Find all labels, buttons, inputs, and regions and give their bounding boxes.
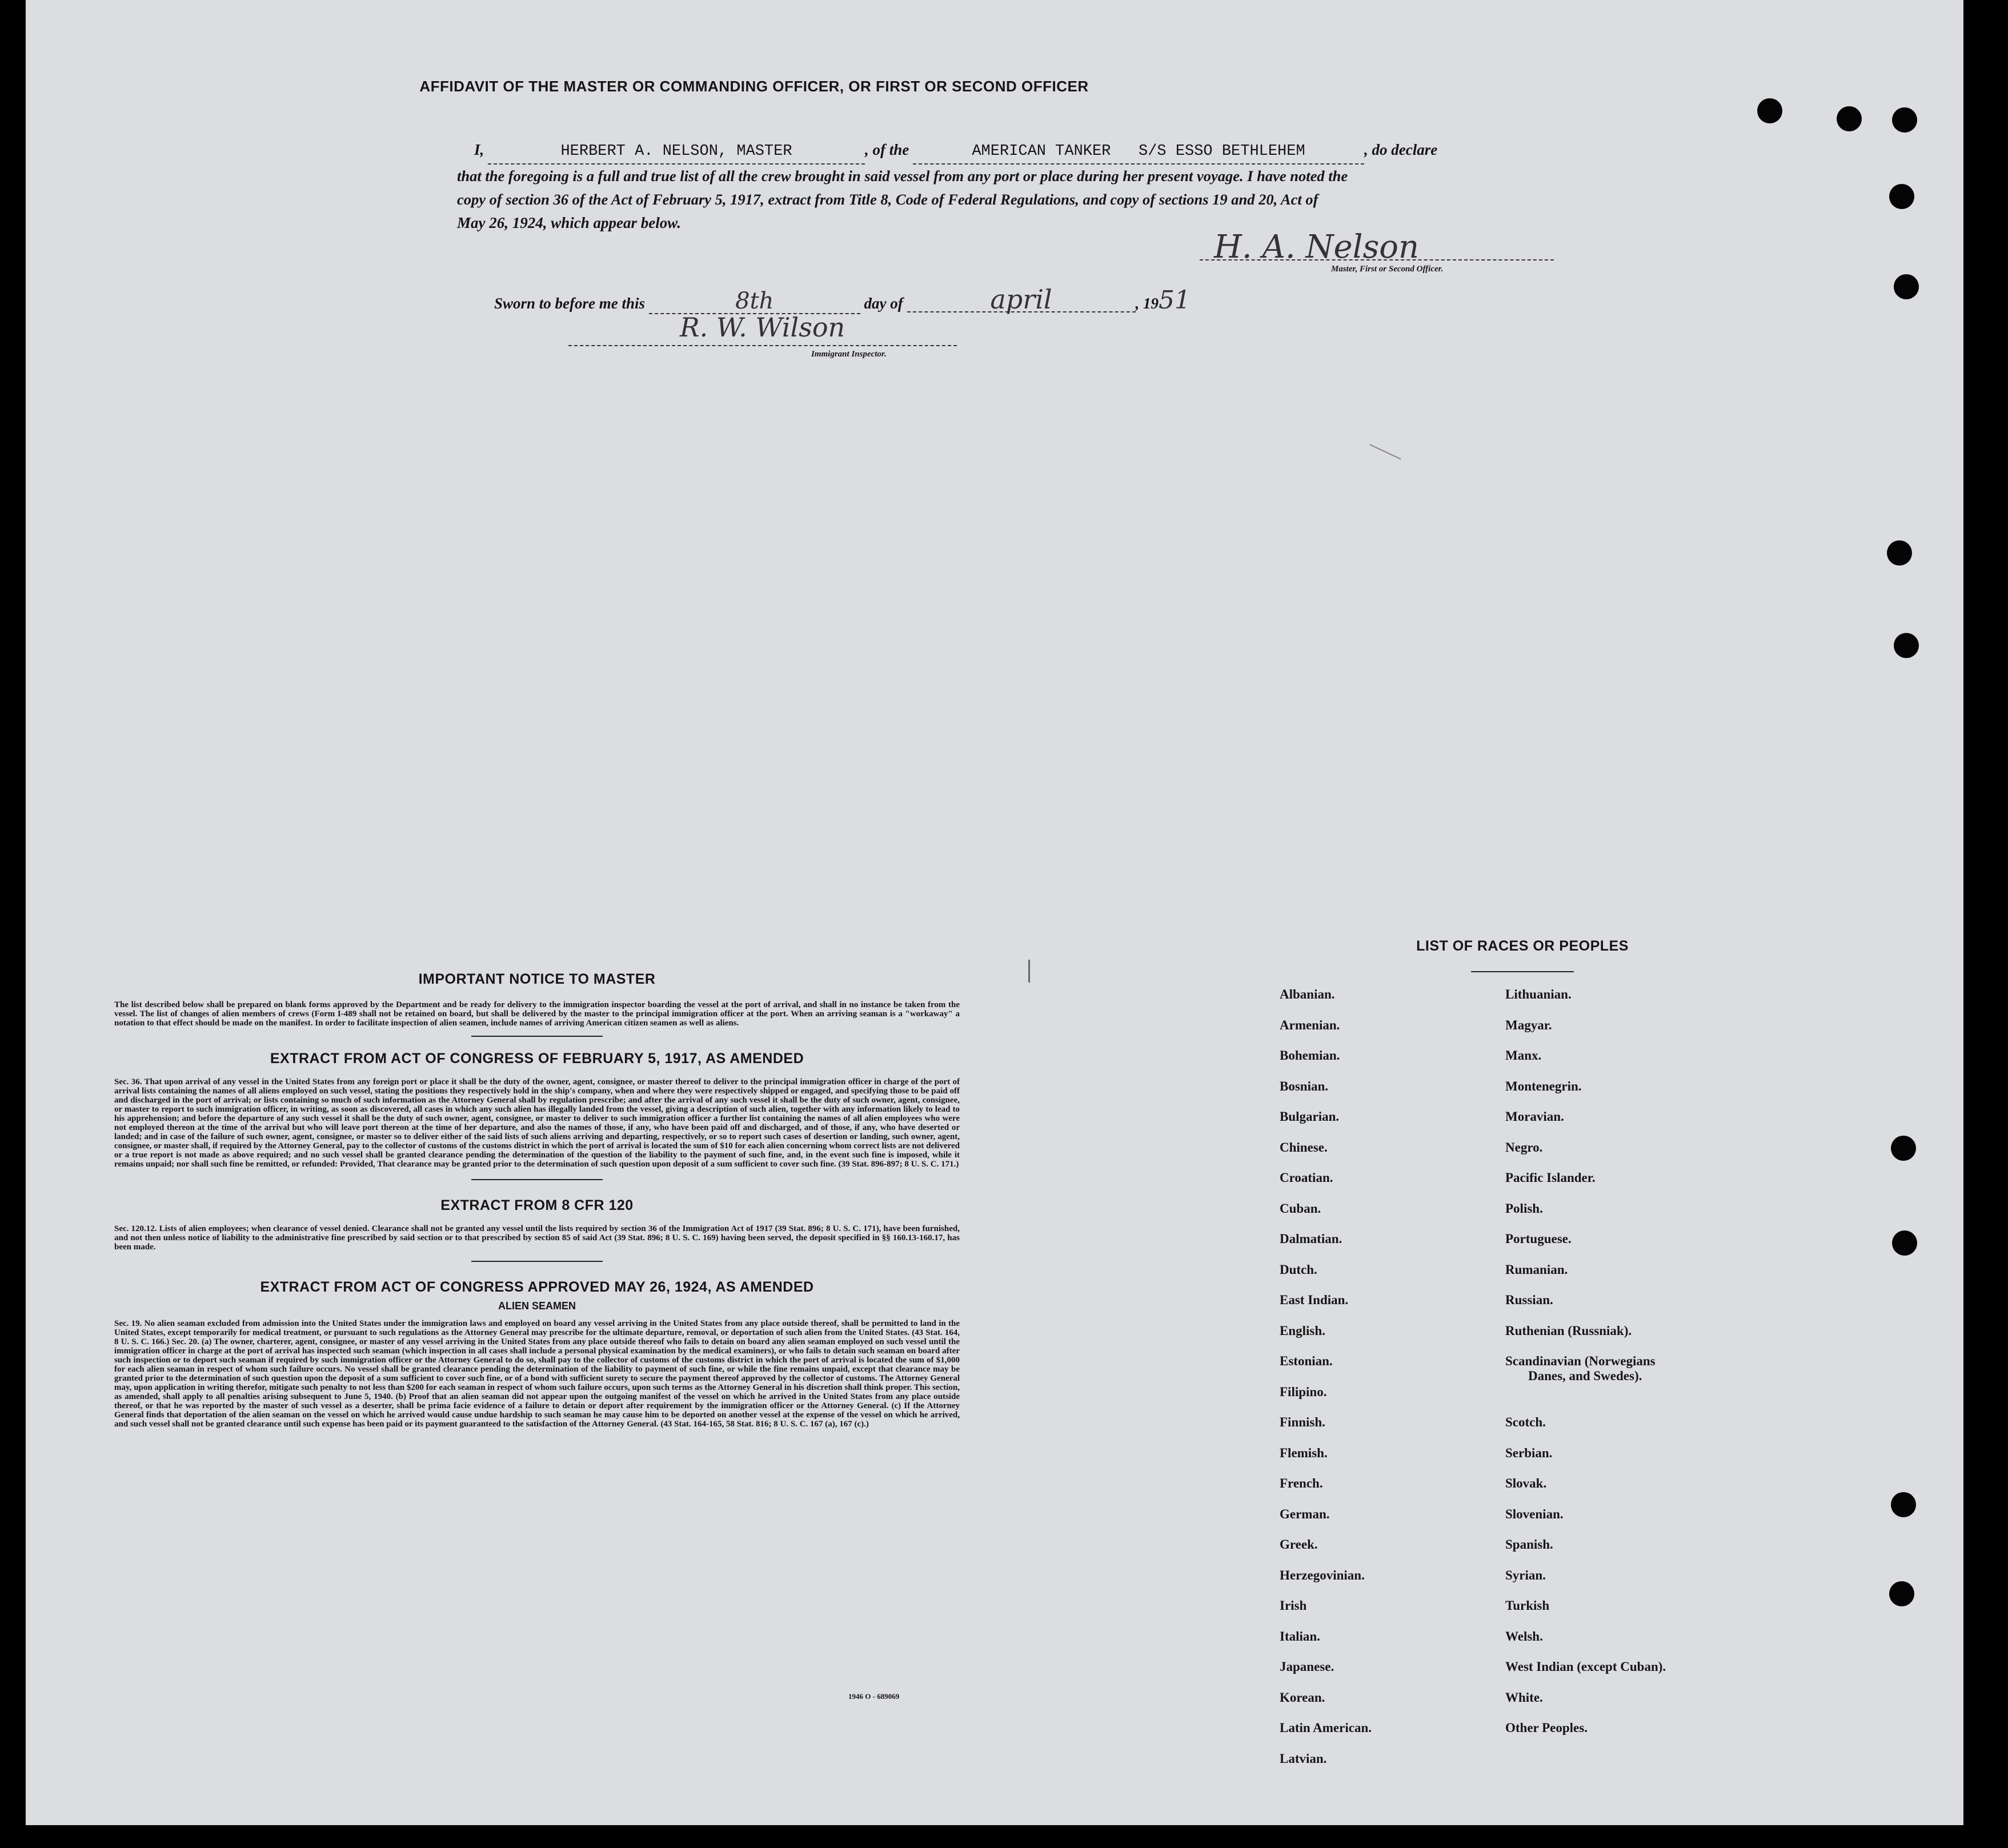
- extract-1917-title: EXTRACT FROM ACT OF CONGRESS OF FEBRUARY 5, 1917, AS AMENDED: [270, 1051, 804, 1067]
- vessel-name-field: AMERICAN TANKER S/S ESSO BETHLEHEM: [913, 140, 1364, 165]
- divider: [471, 1261, 603, 1262]
- race-item: Other Peoples.: [1505, 1721, 1588, 1735]
- extract-1924-subtitle: ALIEN SEAMEN: [498, 1300, 576, 1312]
- race-item: Bulgarian.: [1280, 1109, 1340, 1124]
- race-item: Italian.: [1280, 1629, 1320, 1643]
- race-item: Russian.: [1505, 1293, 1553, 1307]
- race-item: Chinese.: [1280, 1140, 1328, 1155]
- officer-signature: H. A. Nelson: [1214, 229, 1420, 266]
- divider: [471, 1036, 603, 1037]
- punch-hole: [1889, 1581, 1914, 1606]
- declaration-line-2: that the foregoing is a full and true list of all the crew brought in said vessel from any port or place during her present voyage. I have noted the: [457, 167, 1348, 185]
- race-item: French.: [1280, 1476, 1323, 1490]
- race-item: German.: [1280, 1507, 1330, 1521]
- race-item: Negro.: [1505, 1140, 1543, 1155]
- sworn-month-field: april: [907, 288, 1136, 312]
- race-item: Slovenian.: [1505, 1507, 1564, 1521]
- race-item: Latin American.: [1280, 1721, 1372, 1735]
- race-item: Ruthenian (Russniak).: [1505, 1324, 1632, 1338]
- punch-hole: [1892, 107, 1917, 133]
- race-item: Croatian.: [1280, 1170, 1333, 1185]
- race-item: Flemish.: [1280, 1446, 1328, 1460]
- race-item: Herzegovinian.: [1280, 1568, 1365, 1582]
- affidavit-declaration: [457, 138, 1565, 235]
- notice-title: IMPORTANT NOTICE TO MASTER: [418, 971, 656, 987]
- punch-hole: [1757, 98, 1782, 123]
- extract-1924-title: EXTRACT FROM ACT OF CONGRESS APPROVED MAY 26, 1924, AS AMENDED: [260, 1279, 814, 1295]
- race-item: Slovak.: [1505, 1476, 1547, 1490]
- races-title: LIST OF RACES OR PEOPLES: [1416, 938, 1629, 954]
- pronoun: I,: [474, 141, 484, 158]
- inspector-signature: R. W. Wilson: [680, 312, 845, 343]
- scan-mark: [1028, 960, 1030, 983]
- race-item: Polish.: [1505, 1201, 1543, 1216]
- race-item: Rumanian.: [1505, 1262, 1568, 1277]
- race-item: Montenegrin.: [1505, 1079, 1582, 1093]
- cfr-text: Sec. 120.12. Lists of alien employees; when clearance of vessel denied. Clearance shall not be granted any vessel until the lists required by section 36 of the Immigration Act of 1917 (39 Stat. 896; 8 U. S. C. 171), have been furnished, and not then unless notice of liability to the administrative fine prescribed by said section or to that prescribed by section 85 of said Act (39 Stat. 896; 8 U. S. C. 169) having been served, the deposit specified in §§ 160.13-160.17, has been made.: [114, 1224, 960, 1252]
- do-declare-label: , do declare: [1364, 141, 1438, 158]
- race-item: Greek.: [1280, 1537, 1318, 1552]
- sworn-prefix: Sworn to before me this: [494, 295, 646, 312]
- race-item: White.: [1505, 1690, 1543, 1705]
- race-item: Moravian.: [1505, 1109, 1564, 1124]
- race-item: Dalmatian.: [1280, 1232, 1342, 1246]
- race-item: Danes, and Swedes).: [1528, 1369, 1642, 1383]
- extract-1924-text: Sec. 19. No alien seaman excluded from admission into the United States under the immigration laws and employed on board any vessel arriving in the United States from any place outside thereof, shall be permitted to land in the United States, except temporarily for medical treatment, or pursuant to such regulations as the Attorney General may prescribe for the ultimate departure, removal, or deportation of such alien from the United States. (43 Stat. 164, 8 U. S. C. 166.) Sec. 20. (a) The owner, charterer, agent, consignee, or master of any vessel arriving in the United States from any place outside thereof who fails to detain on board any alien seaman employed on such vessel until the immigration officer in charge at the port of arrival has inspected such seaman (which inspection in all cases shall include a personal physical examination by the medical examiners), or who fails to detain such seaman on board after such inspection or to deport such seaman if required by such immigration officer or the Attorney General to do so, shall pay to the collector of customs of the customs district in which the port of arrival is located the sum of $1,000 for each alien seaman in respect of whom such failure occurs. No vessel shall be granted clearance pending the determination of the liability to payment of such fine, or while the fine remains unpaid, except that clearance may be granted prior to the determination of such question upon the deposit of a sum sufficient to cover such fine, or of a bond with sufficient surety to secure the payment thereof approved by the collector of customs. The Attorney General may, upon application in writing therefor, mitigate such penalty to not less than $200 for each seaman in respect of whom such failure occurs, upon such terms as the Attorney General in his discretion shall think proper. This section, as amended, shall apply to all penalties arising subsequent to June 5, 1940. (b) Proof that an alien seaman did not appear upon the outgoing manifest of the vessel on which he arrived in the United States from any place outside thereof, or that he was reported by the master of such vessel as a deserter, shall be prima facie evidence of a failure to detain or deport after requirement by the immigration officer or the Attorney General. (c) If the Attorney General finds that deportation of the alien seaman on the vessel on which he arrived would cause undue hardship to such seaman he may cause him to be deported on another vessel at the expense of the vessel on which he arrived, and such vessel shall not be granted clearance until such expense has been paid or its payment guaranteed to the satisfaction of the Attorney General. (43 Stat. 164-165, 58 Stat. 816; 8 U. S. C. 167 (a), 167 (c).): [114, 1319, 960, 1429]
- officer-title-label: Master, First or Second Officer.: [1331, 264, 1444, 274]
- declarant-name-field: HERBERT A. NELSON, MASTER: [488, 140, 865, 165]
- scan-mark: [1369, 444, 1401, 459]
- race-item: Portuguese.: [1505, 1232, 1572, 1246]
- race-item: Korean.: [1280, 1690, 1325, 1705]
- race-item: English.: [1280, 1324, 1325, 1338]
- race-item: Irish: [1280, 1598, 1307, 1613]
- punch-hole: [1837, 106, 1862, 131]
- of-the-label: , of the: [865, 141, 909, 158]
- race-item: Filipino.: [1280, 1385, 1327, 1399]
- race-item: Japanese.: [1280, 1659, 1334, 1674]
- day-of-label: day of: [864, 295, 903, 312]
- punch-hole: [1891, 1492, 1916, 1517]
- punch-hole: [1887, 540, 1912, 566]
- declaration-line-1: [457, 138, 1565, 165]
- officer-signature-line: [1200, 258, 1554, 260]
- sworn-line: [494, 284, 1191, 315]
- race-item: Armenian.: [1280, 1018, 1340, 1032]
- race-item: Welsh.: [1505, 1629, 1543, 1643]
- declaration-line-4: May 26, 1924, which appear below.: [457, 214, 682, 231]
- document-page: [26, 0, 1963, 1825]
- race-item: Magyar.: [1505, 1018, 1552, 1032]
- race-item: West Indian (except Cuban).: [1505, 1659, 1666, 1674]
- cfr-title: EXTRACT FROM 8 CFR 120: [440, 1197, 634, 1213]
- race-item: Estonian.: [1280, 1354, 1333, 1368]
- punch-hole: [1894, 274, 1919, 299]
- notice-column: [114, 971, 960, 1429]
- race-item: Manx.: [1505, 1048, 1542, 1063]
- race-item: Bosnian.: [1280, 1079, 1329, 1093]
- punch-hole: [1891, 1136, 1916, 1161]
- race-item: Cuban.: [1280, 1201, 1321, 1216]
- punch-hole: [1892, 1230, 1917, 1256]
- races-title-rule: [1471, 971, 1574, 972]
- inspector-title-label: Immigrant Inspector.: [811, 350, 887, 359]
- affidavit-title: AFFIDAVIT OF THE MASTER OR COMMANDING OFFICER, OR FIRST OR SECOND OFFICER: [419, 78, 1089, 95]
- race-item: Pacific Islander.: [1505, 1170, 1596, 1185]
- punch-hole: [1889, 184, 1914, 209]
- race-item: Bohemian.: [1280, 1048, 1340, 1063]
- race-item: Dutch.: [1280, 1262, 1317, 1277]
- race-item: Serbian.: [1505, 1446, 1553, 1460]
- race-item: East Indian.: [1280, 1293, 1349, 1307]
- race-item: Albanian.: [1280, 987, 1335, 1001]
- race-item: Finnish.: [1280, 1415, 1325, 1429]
- sworn-day-field: 8th: [649, 290, 860, 314]
- race-item: Scotch.: [1505, 1415, 1546, 1429]
- race-item: Turkish: [1505, 1598, 1550, 1613]
- race-item: Spanish.: [1505, 1537, 1553, 1552]
- extract-1917-text: Sec. 36. That upon arrival of any vessel in the United States from any foreign port or place it shall be the duty of the owner, agent, consignee, or master thereof to deliver to the principal immigration officer in charge of the port of arrival lists containing the names of all aliens employed on such vessel, stating the positions they respectively hold in the ship's company, when and where they were respectively shipped or engaged, and specifying those to be paid off and discharged in the port of arrival; or lists containing so much of such information as the Attorney General shall by regulation prescribe; and after the arrival of any such vessel it shall be the duty of such owner, agent, consignee, or master to report to such immigration officer, in writing, as soon as discovered, all cases in which any such alien has illegally landed from the vessel, giving a description of such alien, together with any information likely to lead to his apprehension; and before the departure of any such vessel it shall be the duty of such owner, agent, consignee, or master to deliver to such immigration officer a further list containing the names of all alien employees who were not employed thereon at the time of the arrival but who will leave port thereon at the time of her departure, and also the names of those, if any, who have been paid off and discharged, and of those, if any, who have deserted or landed; and in case of the failure of such owner, agent, consignee, or master so to deliver either of the said lists of such aliens arriving and departing, respectively, or so to report such cases of desertion or landing, such owner, agent, consignee, or master shall, if required by the Attorney General, pay to the collector of customs of the customs district in which the port of arrival is located the sum of $10 for each alien concerning whom correct lists are not delivered or a true report is not made as above required; and no such vessel shall be granted clearance pending the determination of the question of the liability to the payment of such fine, and, in the event such fine is imposed, while it remains unpaid; nor shall such fine be remitted, or refunded: Provided, That clearance may be granted prior to the determination of such question upon deposit of a sum sufficient to cover such fine. (39 Stat. 896-897; 8 U. S. C. 171.): [114, 1077, 960, 1169]
- race-item: Lithuanian.: [1505, 987, 1572, 1001]
- race-item: Scandinavian (Norwegians: [1505, 1354, 1656, 1368]
- print-code: 1946 O - 689069: [848, 1692, 900, 1701]
- punch-hole: [1894, 633, 1919, 658]
- year-prefix: , 19: [1135, 295, 1159, 312]
- race-item: Syrian.: [1505, 1568, 1546, 1582]
- inspector-signature-line: [568, 344, 957, 346]
- race-item: Latvian.: [1280, 1751, 1327, 1766]
- divider: [471, 1179, 603, 1180]
- declaration-line-3: copy of section 36 of the Act of February 5, 1917, extract from Title 8, Code of Federal Regulations, and copy of sections 19 and 20, Act of: [457, 191, 1318, 208]
- sworn-year-field: 51: [1159, 286, 1191, 315]
- notice-text: The list described below shall be prepared on blank forms approved by the Department and be ready for delivery to the immigration inspector boarding the vessel at the port of arrival, and shall in no instance be taken from the vessel. The list of changes of alien members of crews (Form I-489 shall not be retained on board, but shall be delivered by the master to the principal immigration officer at the port. When an arriving seaman is a "workaway" a notation to that effect should be made on the manifest. In order to facilitate inspection of alien seamen, include names of arriving American citizen seamen as well as aliens.: [114, 1000, 960, 1028]
